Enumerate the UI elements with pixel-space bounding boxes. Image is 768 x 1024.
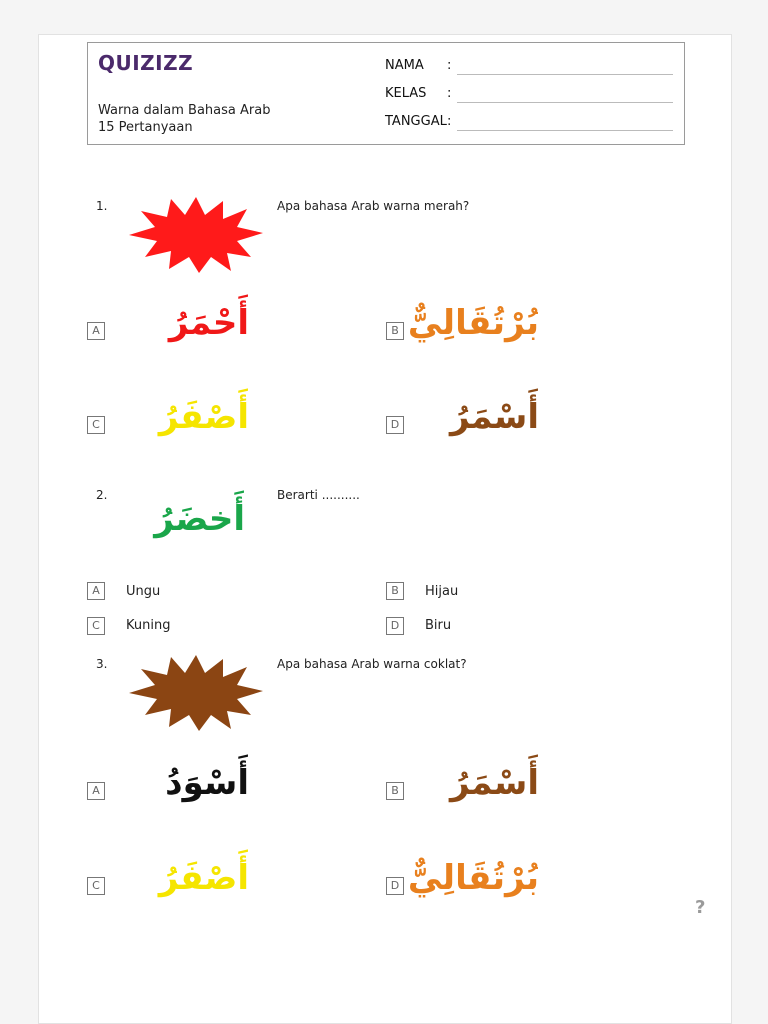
q1-option-c-box[interactable]: C — [87, 416, 105, 434]
class-colon: : — [447, 86, 452, 101]
class-line — [457, 102, 673, 103]
q2-option-c-text: Kuning — [126, 618, 171, 633]
question-2-image-text: أَخضَرُ — [154, 499, 245, 539]
question-2-text: Berarti .......... — [277, 488, 360, 502]
red-star-burst-image — [127, 195, 265, 275]
date-label: TANGGAL — [385, 114, 447, 129]
question-3-number: 3. — [96, 657, 108, 671]
q3-option-a-box[interactable]: A — [87, 782, 105, 800]
date-field[interactable] — [385, 114, 452, 129]
q3-option-b-box[interactable]: B — [386, 782, 404, 800]
worksheet-page — [38, 34, 732, 1024]
quizizz-logo: QUIZIZZ — [98, 51, 194, 75]
worksheet-header — [87, 42, 685, 145]
question-count: 15 Pertanyaan — [98, 120, 193, 135]
q1-option-d-text: أَسْمَرُ — [449, 397, 539, 437]
name-field[interactable] — [385, 58, 452, 73]
q3-option-c-box[interactable]: C — [87, 877, 105, 895]
brown-star-burst-image — [127, 653, 265, 733]
question-1-number: 1. — [96, 199, 108, 213]
q3-option-b-text: أَسْمَرُ — [449, 763, 539, 803]
question-mark-icon[interactable]: ? — [695, 897, 706, 918]
question-1-text: Apa bahasa Arab warna merah? — [277, 199, 470, 213]
q3-option-d-box[interactable]: D — [386, 877, 404, 895]
q2-option-b-text: Hijau — [425, 584, 459, 599]
q3-option-a-text: أَسْوَدُ — [165, 763, 249, 803]
q1-option-a-box[interactable]: A — [87, 322, 105, 340]
q3-option-c-text: أَصْفَرُ — [158, 858, 249, 898]
q2-option-c-box[interactable]: C — [87, 617, 105, 635]
q2-option-d-box[interactable]: D — [386, 617, 404, 635]
q2-option-b-box[interactable]: B — [386, 582, 404, 600]
class-field[interactable] — [385, 86, 452, 101]
q1-option-a-text: أَحْمَرُ — [168, 303, 249, 343]
question-3-text: Apa bahasa Arab warna coklat? — [277, 657, 467, 671]
name-colon: : — [447, 58, 452, 73]
name-label: NAMA — [385, 58, 424, 73]
q1-option-d-box[interactable]: D — [386, 416, 404, 434]
q2-option-d-text: Biru — [425, 618, 452, 633]
q2-option-a-box[interactable]: A — [87, 582, 105, 600]
class-label: KELAS — [385, 86, 427, 101]
date-colon: : — [447, 114, 452, 129]
q1-option-b-text: بُرْتُقَالِيٌّ — [407, 303, 539, 343]
q2-option-a-text: Ungu — [126, 584, 161, 599]
q1-option-b-box[interactable]: B — [386, 322, 404, 340]
question-2-number: 2. — [96, 488, 108, 502]
q3-option-d-text: بُرْتُقَالِيٌّ — [407, 858, 539, 898]
q1-option-c-text: أَصْفَرُ — [158, 397, 249, 437]
name-line — [457, 74, 673, 75]
date-line — [457, 130, 673, 131]
quiz-title: Warna dalam Bahasa Arab — [98, 103, 271, 118]
